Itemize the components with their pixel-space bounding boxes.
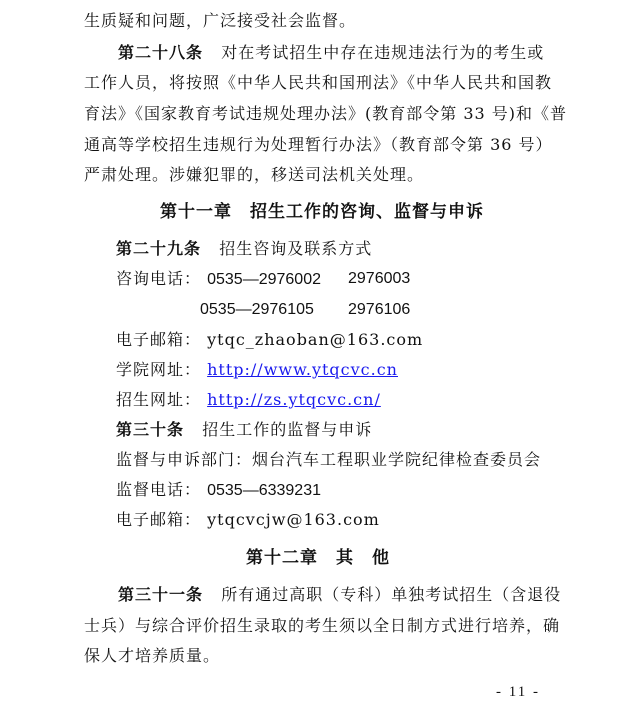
article-31-line-1	[118, 584, 561, 606]
admission-site-link[interactable]: http://zs.ytqcvc.cn/	[207, 390, 381, 409]
article-30-title: 第三十条	[116, 420, 185, 439]
admission-site-line	[116, 389, 381, 411]
intro-tail-text: 生质疑和问题，广泛接受社会监督。	[84, 11, 357, 30]
supervision-email-line	[116, 509, 380, 531]
article-30-line	[116, 419, 372, 441]
article-28-text-1: 对在考试招生中存在违规违法行为的考生或	[221, 43, 545, 62]
article-31-line-3: 保人才培养质量。	[84, 646, 221, 665]
supervision-phone: 0535—6339231	[207, 482, 321, 499]
article-28-line-1	[118, 42, 544, 64]
consult-email: ytqc_zhaoban@163.com	[207, 330, 424, 349]
college-site-link[interactable]: http://www.ytqcvc.cn	[207, 360, 398, 379]
chapter-11-heading: 第十一章 招生工作的咨询、监督与申诉	[160, 202, 484, 222]
consult-phone-3: 0535—2976105	[200, 301, 314, 318]
article-28-line-3: 育法》《国家教育考试违规处理办法》(教育部令第 33 号)和《普	[84, 104, 568, 123]
supervision-dept-line: 监督与申诉部门：烟台汽车工程职业学院纪律检查委员会	[116, 450, 542, 469]
article-28-line-4: 通高等学校招生违规行为处理暂行办法》（教育部令第 36 号）	[84, 135, 553, 154]
article-31-text-1: 所有通过高职（专科）单独考试招生（含退役	[221, 585, 562, 604]
article-29-line	[116, 238, 372, 260]
article-30-text: 招生工作的监督与申诉	[202, 420, 373, 439]
chapter-12-heading: 第十二章 其 他	[246, 548, 390, 568]
article-29-text: 招生咨询及联系方式	[219, 239, 373, 258]
article-28-line-2: 工作人员，将按照《中华人民共和国刑法》《中华人民共和国教	[84, 73, 553, 92]
supervision-email: ytqcvcjw@163.com	[207, 510, 380, 529]
article-28-line-5: 严肃处理。涉嫌犯罪的，移送司法机关处理。	[84, 165, 425, 184]
consult-email-line	[116, 329, 423, 351]
admission-site-label: 招生网址：	[116, 390, 202, 409]
consult-phone-1: 0535—2976002	[207, 271, 321, 288]
college-site-line	[116, 359, 398, 381]
consult-email-label: 电子邮箱：	[116, 330, 202, 349]
article-31-line-2: 士兵）与综合评价招生录取的考生须以全日制方式进行培养，确	[84, 616, 561, 635]
article-31-title: 第三十一条	[118, 585, 204, 604]
consult-phone-line-1	[116, 268, 321, 291]
supervision-email-label: 电子邮箱：	[116, 510, 202, 529]
college-site-label: 学院网址：	[116, 360, 202, 379]
consult-phone-label: 咨询电话：	[116, 269, 202, 288]
supervision-phone-label: 监督电话：	[116, 480, 202, 499]
consult-phone-4: 2976106	[348, 301, 411, 318]
supervision-phone-line	[116, 479, 321, 502]
consult-phone-2: 2976003	[348, 270, 411, 287]
article-29-title: 第二十九条	[116, 239, 202, 258]
article-28-title: 第二十八条	[118, 43, 204, 62]
page-number: - 11 -	[496, 684, 540, 700]
